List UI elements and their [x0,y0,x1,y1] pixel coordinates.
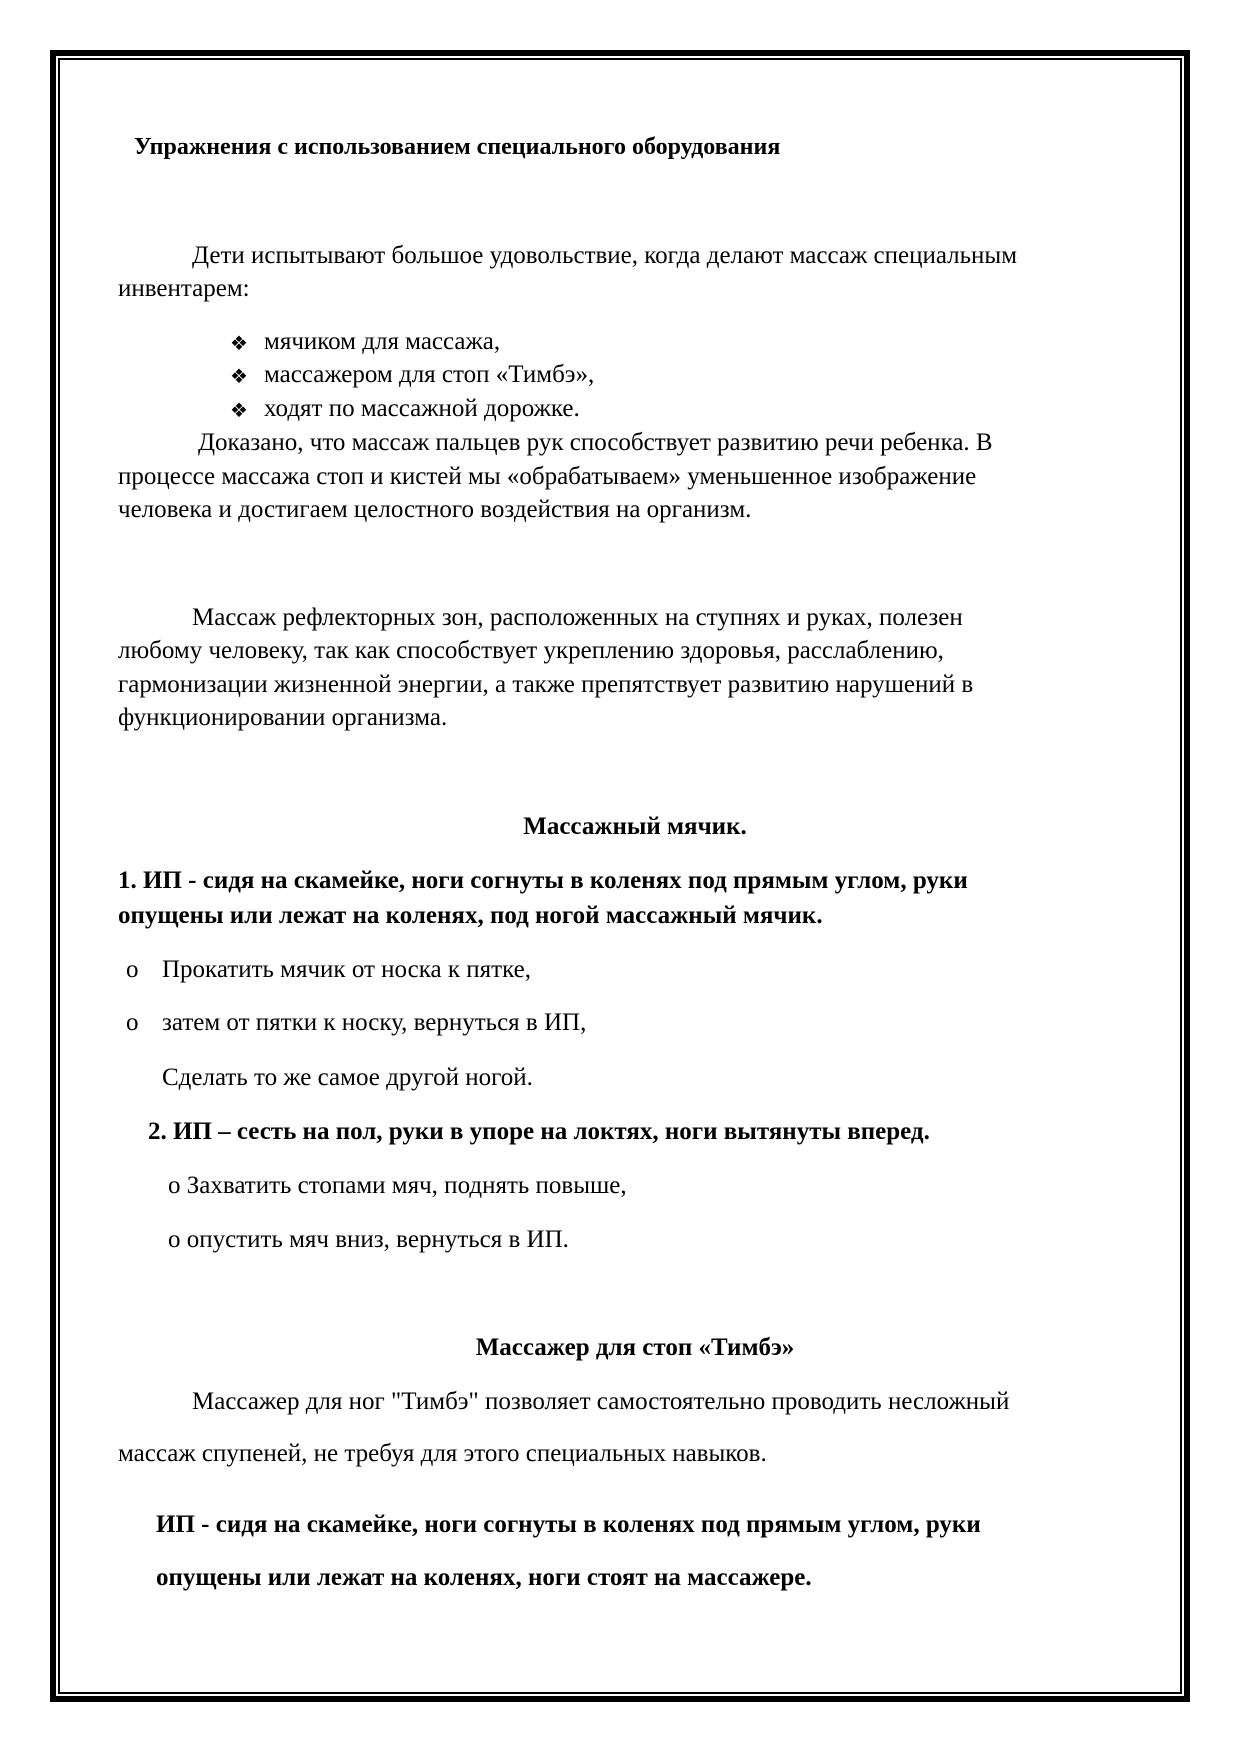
paragraph-line: массаж спупеней, не требуя для этого специальных навыков. [118,1440,767,1467]
circle-bullet-icon: o [126,956,139,983]
section-heading: Массажный мячик. [523,813,747,840]
paragraph-line: гармонизации жизненной энергии, а также препятствует развитию нарушений в [118,671,974,698]
note-line: Сделать то же самое другой ногой. [162,1064,533,1091]
paragraph-line: Массаж рефлекторных зон, расположенных на ступнях и руках, полезен [192,604,963,631]
list-item: ходят по массажной дорожке. [264,395,580,422]
exercise-line: опущены или лежат на коленях, ноги стоят на массажере. [156,1564,812,1591]
exercise-line: ИП - сидя на скамейке, ноги согнуты в коленях под прямым углом, руки [156,1511,981,1538]
circle-bullet-icon: o [126,1009,139,1036]
paragraph-line: Доказано, что массаж пальцев рук способствует развитию речи ребенка. В [198,429,993,456]
exercise-line: 2. ИП – сесть на пол, руки в упоре на локтях, ноги вытянуты вперед. [148,1118,930,1145]
list-item: o Захватить стопами мяч, поднять повыше, [168,1172,627,1199]
intro-line: Дети испытывают большое удовольствие, когда делают массаж специальным [192,242,1018,269]
list-item: затем от пятки к носку, вернуться в ИП, [162,1009,587,1036]
section-heading: Массажер для стоп «Тимбэ» [475,1334,795,1361]
paragraph-line: функционировании организма. [118,704,448,731]
exercise-line: опущены или лежат на коленях, под ногой массажный мячик. [118,902,823,929]
page-title: Упражнения с использованием специального оборудования [134,134,781,160]
diamond-bullet-icon: ❖ [230,333,248,355]
list-item: o опустить мяч вниз, вернуться в ИП. [168,1226,569,1253]
list-item: мячиком для массажа, [264,328,501,355]
diamond-bullet-icon: ❖ [230,366,248,388]
exercise-line: 1. ИП - сидя на скамейке, ноги согнуты в коленях под прямым углом, руки [118,867,968,894]
paragraph-line: процессе массажа стоп и кистей мы «обрабатываем» уменьшенное изображение [118,463,977,490]
intro-line: инвентарем: [118,275,250,302]
paragraph-line: Массажер для ног "Тимбэ" позволяет самостоятельно проводить несложный [192,1388,1010,1415]
paragraph-line: человека и достигаем целостного воздействия на организм. [118,496,752,523]
paragraph-line: любому человеку, так как способствует укреплению здоровья, расслаблению, [118,637,944,664]
diamond-bullet-icon: ❖ [230,400,248,422]
list-item: Прокатить мячик от носка к пятке, [162,956,531,983]
list-item: массажером для стоп «Тимбэ», [264,361,595,388]
